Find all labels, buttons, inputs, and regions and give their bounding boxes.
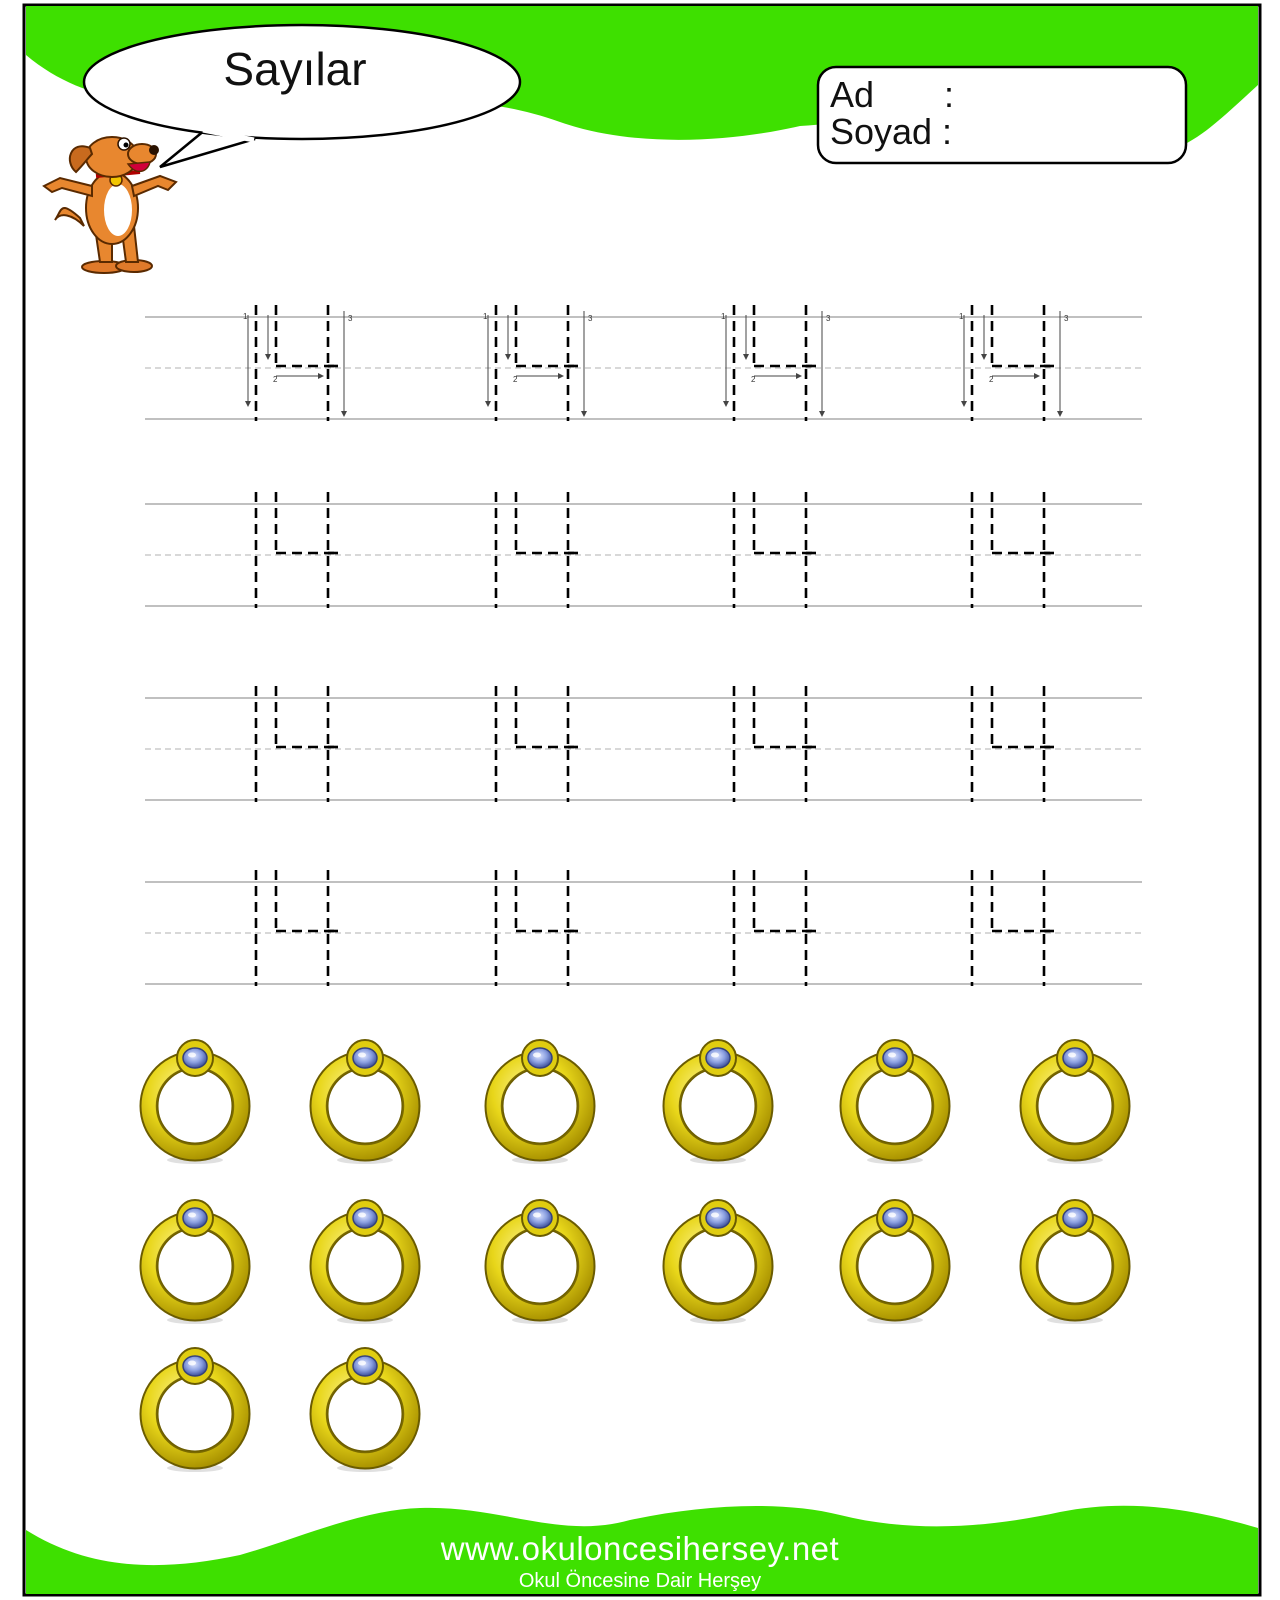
stroke-number: 3 — [588, 314, 593, 323]
ring-icon — [319, 1348, 411, 1472]
tracing-digit[interactable] — [496, 492, 578, 608]
ring-icon — [494, 1200, 586, 1324]
stroke-order-arrows — [959, 311, 1069, 417]
footer-url: www.okuloncesihersey.net — [440, 1530, 840, 1567]
counting-objects-area — [149, 1040, 1121, 1472]
stroke-number: 2 — [273, 375, 278, 384]
tracing-row — [145, 686, 1142, 802]
stroke-order-arrows — [243, 311, 353, 417]
stroke-number: 3 — [348, 314, 353, 323]
tracing-digit[interactable] — [496, 870, 578, 986]
ring-icon — [149, 1040, 241, 1164]
tracing-digit[interactable] — [972, 870, 1054, 986]
stroke-order-arrows — [721, 311, 831, 417]
tracing-digit[interactable] — [483, 305, 593, 421]
stroke-number: 3 — [1064, 314, 1069, 323]
ring-icon — [1029, 1200, 1121, 1324]
ring-icon — [672, 1040, 764, 1164]
stroke-number: 1 — [483, 312, 488, 321]
stroke-number: 2 — [989, 375, 994, 384]
ring-icon — [319, 1200, 411, 1324]
tracing-digit[interactable] — [972, 492, 1054, 608]
footer-tagline: Okul Öncesine Dair Herşey — [518, 1570, 762, 1592]
tracing-row — [145, 492, 1142, 608]
page-title: Sayılar — [223, 43, 367, 95]
stroke-number: 1 — [243, 312, 248, 321]
stroke-number: 1 — [959, 312, 964, 321]
stroke-number: 2 — [751, 375, 756, 384]
ring-icon — [149, 1200, 241, 1324]
tracing-digit[interactable] — [734, 492, 816, 608]
ring-icon — [149, 1348, 241, 1472]
stroke-number: 3 — [826, 314, 831, 323]
tracing-digit[interactable] — [972, 686, 1054, 802]
stroke-number: 2 — [513, 375, 518, 384]
tracing-digit[interactable] — [734, 686, 816, 802]
tracing-digit[interactable] — [496, 686, 578, 802]
tracing-row — [145, 305, 1142, 421]
tracing-digit[interactable] — [256, 870, 338, 986]
tracing-practice-area — [145, 305, 1142, 986]
stroke-order-arrows — [483, 311, 593, 417]
tracing-row — [145, 870, 1142, 986]
dog-mascot-icon — [44, 137, 176, 273]
tracing-digit[interactable] — [721, 305, 831, 421]
tracing-digit[interactable] — [243, 305, 353, 421]
ring-icon — [672, 1200, 764, 1324]
name-label: Ad — [830, 74, 875, 115]
surname-colon: : — [942, 111, 953, 152]
ring-icon — [849, 1200, 941, 1324]
ring-icon — [494, 1040, 586, 1164]
tracing-digit[interactable] — [734, 870, 816, 986]
stroke-number: 1 — [721, 312, 726, 321]
name-colon: : — [944, 74, 955, 115]
tracing-digit[interactable] — [959, 305, 1069, 421]
surname-label: Soyad — [830, 111, 933, 152]
tracing-digit[interactable] — [256, 686, 338, 802]
tracing-digit[interactable] — [256, 492, 338, 608]
ring-icon — [1029, 1040, 1121, 1164]
ring-icon — [319, 1040, 411, 1164]
ring-icon — [849, 1040, 941, 1164]
